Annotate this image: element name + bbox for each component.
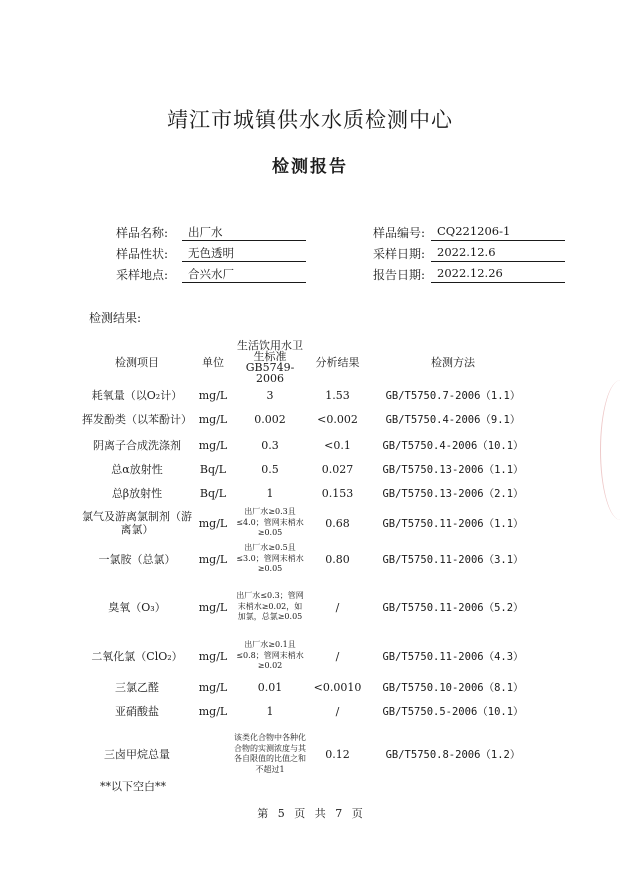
row-result: / — [335, 600, 340, 614]
table-row — [82, 406, 537, 433]
row-unit: mg/L — [198, 388, 228, 402]
row-standard: 1 — [266, 486, 274, 500]
table-row — [82, 723, 537, 785]
row-result: 0.027 — [321, 462, 354, 476]
row-standard: 1 — [266, 704, 274, 718]
row-standard: 出厂水≥0.1且≤0.8；管网末梢水≥0.02 — [236, 640, 304, 671]
row-unit — [192, 723, 234, 785]
row-method: GB/T5750.7-2006（1.1） — [385, 389, 521, 402]
sample-state-value: 无色透明 — [182, 245, 306, 262]
row-result: 1.53 — [325, 388, 350, 402]
row-item: 阴离子合成洗涤剂 — [93, 438, 181, 452]
row-item: 氯气及游离氯制剂（游离氯） — [82, 510, 192, 536]
row-standard: 出厂水≤0.3；管网末梢水≥0.02，如加氯，总氯≥0.05 — [236, 591, 304, 622]
row-unit: mg/L — [198, 680, 228, 694]
row-result: 0.68 — [325, 516, 350, 530]
row-standard: 0.002 — [254, 413, 286, 426]
row-item: 总β放射性 — [111, 486, 163, 500]
row-result: 0.12 — [325, 747, 350, 761]
column-header-unit: 单位 — [202, 356, 224, 369]
sample-name-value: 出厂水 — [182, 224, 306, 241]
row-unit: mg/L — [198, 413, 228, 426]
row-standard: 该类化合物中各种化合物的实测浓度与其各自限值的比值之和不超过1 — [234, 733, 306, 774]
row-method: GB/T5750.11-2006（1.1） — [382, 517, 524, 530]
sample-date-row — [373, 245, 565, 263]
row-result: 0.153 — [321, 486, 354, 500]
table-row — [82, 505, 537, 541]
row-item: 亚硝酸盐 — [115, 704, 159, 718]
results-table — [82, 340, 537, 785]
column-header-method: 检测方法 — [431, 356, 475, 369]
row-result: / — [335, 704, 340, 718]
sample-location-row — [116, 266, 306, 284]
row-result: <0.1 — [324, 438, 351, 452]
sample-name-row — [116, 224, 306, 242]
row-standard: 3 — [266, 388, 274, 402]
table-row — [82, 384, 537, 406]
row-result: / — [335, 649, 340, 663]
report-date-label: 报告日期: — [373, 268, 426, 282]
row-unit: mg/L — [198, 600, 228, 614]
row-method: GB/T5750.4-2006（10.1） — [382, 439, 524, 452]
sample-name-label: 样品名称: — [116, 226, 169, 240]
sample-state-row — [116, 245, 306, 263]
row-method: GB/T5750.5-2006（10.1） — [382, 705, 524, 718]
row-item: 耗氧量（以O₂计） — [91, 388, 183, 402]
results-heading: 检测结果: — [89, 311, 142, 325]
table-row — [82, 541, 537, 577]
page-number: 第 5 页 共 7 页 — [257, 807, 363, 820]
row-item: 一氯胺（总氯） — [98, 552, 176, 566]
row-method: GB/T5750.11-2006（5.2） — [382, 601, 524, 614]
row-method: GB/T5750.11-2006（3.1） — [382, 553, 524, 566]
row-method: GB/T5750.4-2006（9.1） — [385, 414, 521, 426]
row-unit: mg/L — [198, 438, 228, 452]
row-standard: 出厂水≥0.5且≤3.0；管网末梢水≥0.05 — [236, 543, 304, 574]
sample-id-row — [373, 224, 565, 242]
row-result: <0.002 — [317, 413, 358, 426]
table-row — [82, 577, 537, 637]
row-method: GB/T5750.13-2006（2.1） — [382, 487, 524, 500]
table-header-row — [82, 340, 537, 384]
report-date-row — [373, 266, 565, 284]
row-item: 三氯乙醛 — [115, 680, 159, 694]
table-row — [82, 675, 537, 699]
report-date-value: 2022.12.26 — [431, 266, 565, 283]
column-header-item: 检测项目 — [115, 356, 159, 369]
row-standard: 出厂水≥0.3且≤4.0；管网末梢水≥0.05 — [236, 507, 304, 538]
sample-location-label: 采样地点: — [116, 268, 169, 282]
column-header-result: 分析结果 — [315, 356, 360, 369]
row-standard: 0.01 — [257, 680, 283, 694]
row-unit: mg/L — [198, 649, 228, 663]
seal-edge-mark — [600, 380, 620, 520]
end-of-data-mark: **以下空白** — [100, 780, 166, 793]
row-item: 总α放射性 — [111, 462, 163, 476]
table-row — [82, 699, 537, 723]
row-standard: 0.3 — [261, 438, 279, 452]
column-header-standard: 生活饮用水卫生标准GB5749-2006 — [237, 339, 303, 385]
row-unit: Bq/L — [199, 486, 227, 500]
row-method: GB/T5750.11-2006（4.3） — [382, 650, 524, 663]
row-method: GB/T5750.13-2006（1.1） — [382, 463, 524, 476]
row-item: 三卤甲烷总量 — [104, 747, 170, 761]
organization-title: 靖江市城镇供水水质检测中心 — [167, 108, 453, 132]
row-unit: mg/L — [198, 704, 228, 718]
row-method: GB/T5750.10-2006（8.1） — [382, 681, 524, 694]
row-standard: 0.5 — [261, 462, 279, 476]
sample-date-label: 采样日期: — [373, 247, 426, 261]
table-row — [82, 637, 537, 675]
row-item: 二氧化氯（ClO₂） — [91, 649, 183, 663]
row-item: 臭氧（O₃） — [108, 600, 166, 614]
sample-id-value: CQ221206-1 — [431, 224, 565, 241]
row-result: 0.80 — [325, 552, 350, 566]
row-item: 挥发酚类（以苯酚计） — [82, 413, 192, 426]
row-unit: Bq/L — [199, 462, 227, 476]
row-unit: mg/L — [198, 516, 228, 530]
table-row — [82, 433, 537, 457]
row-result: <0.0010 — [313, 680, 362, 694]
table-row — [82, 481, 537, 505]
table-row — [82, 457, 537, 481]
sample-date-value: 2022.12.6 — [431, 245, 565, 262]
sample-id-label: 样品编号: — [373, 226, 426, 240]
report-title: 检测报告 — [272, 157, 348, 177]
row-method: GB/T5750.8-2006（1.2） — [385, 748, 521, 761]
sample-location-value: 合兴水厂 — [182, 266, 306, 283]
row-unit: mg/L — [198, 552, 228, 566]
sample-state-label: 样品性状: — [116, 247, 169, 261]
